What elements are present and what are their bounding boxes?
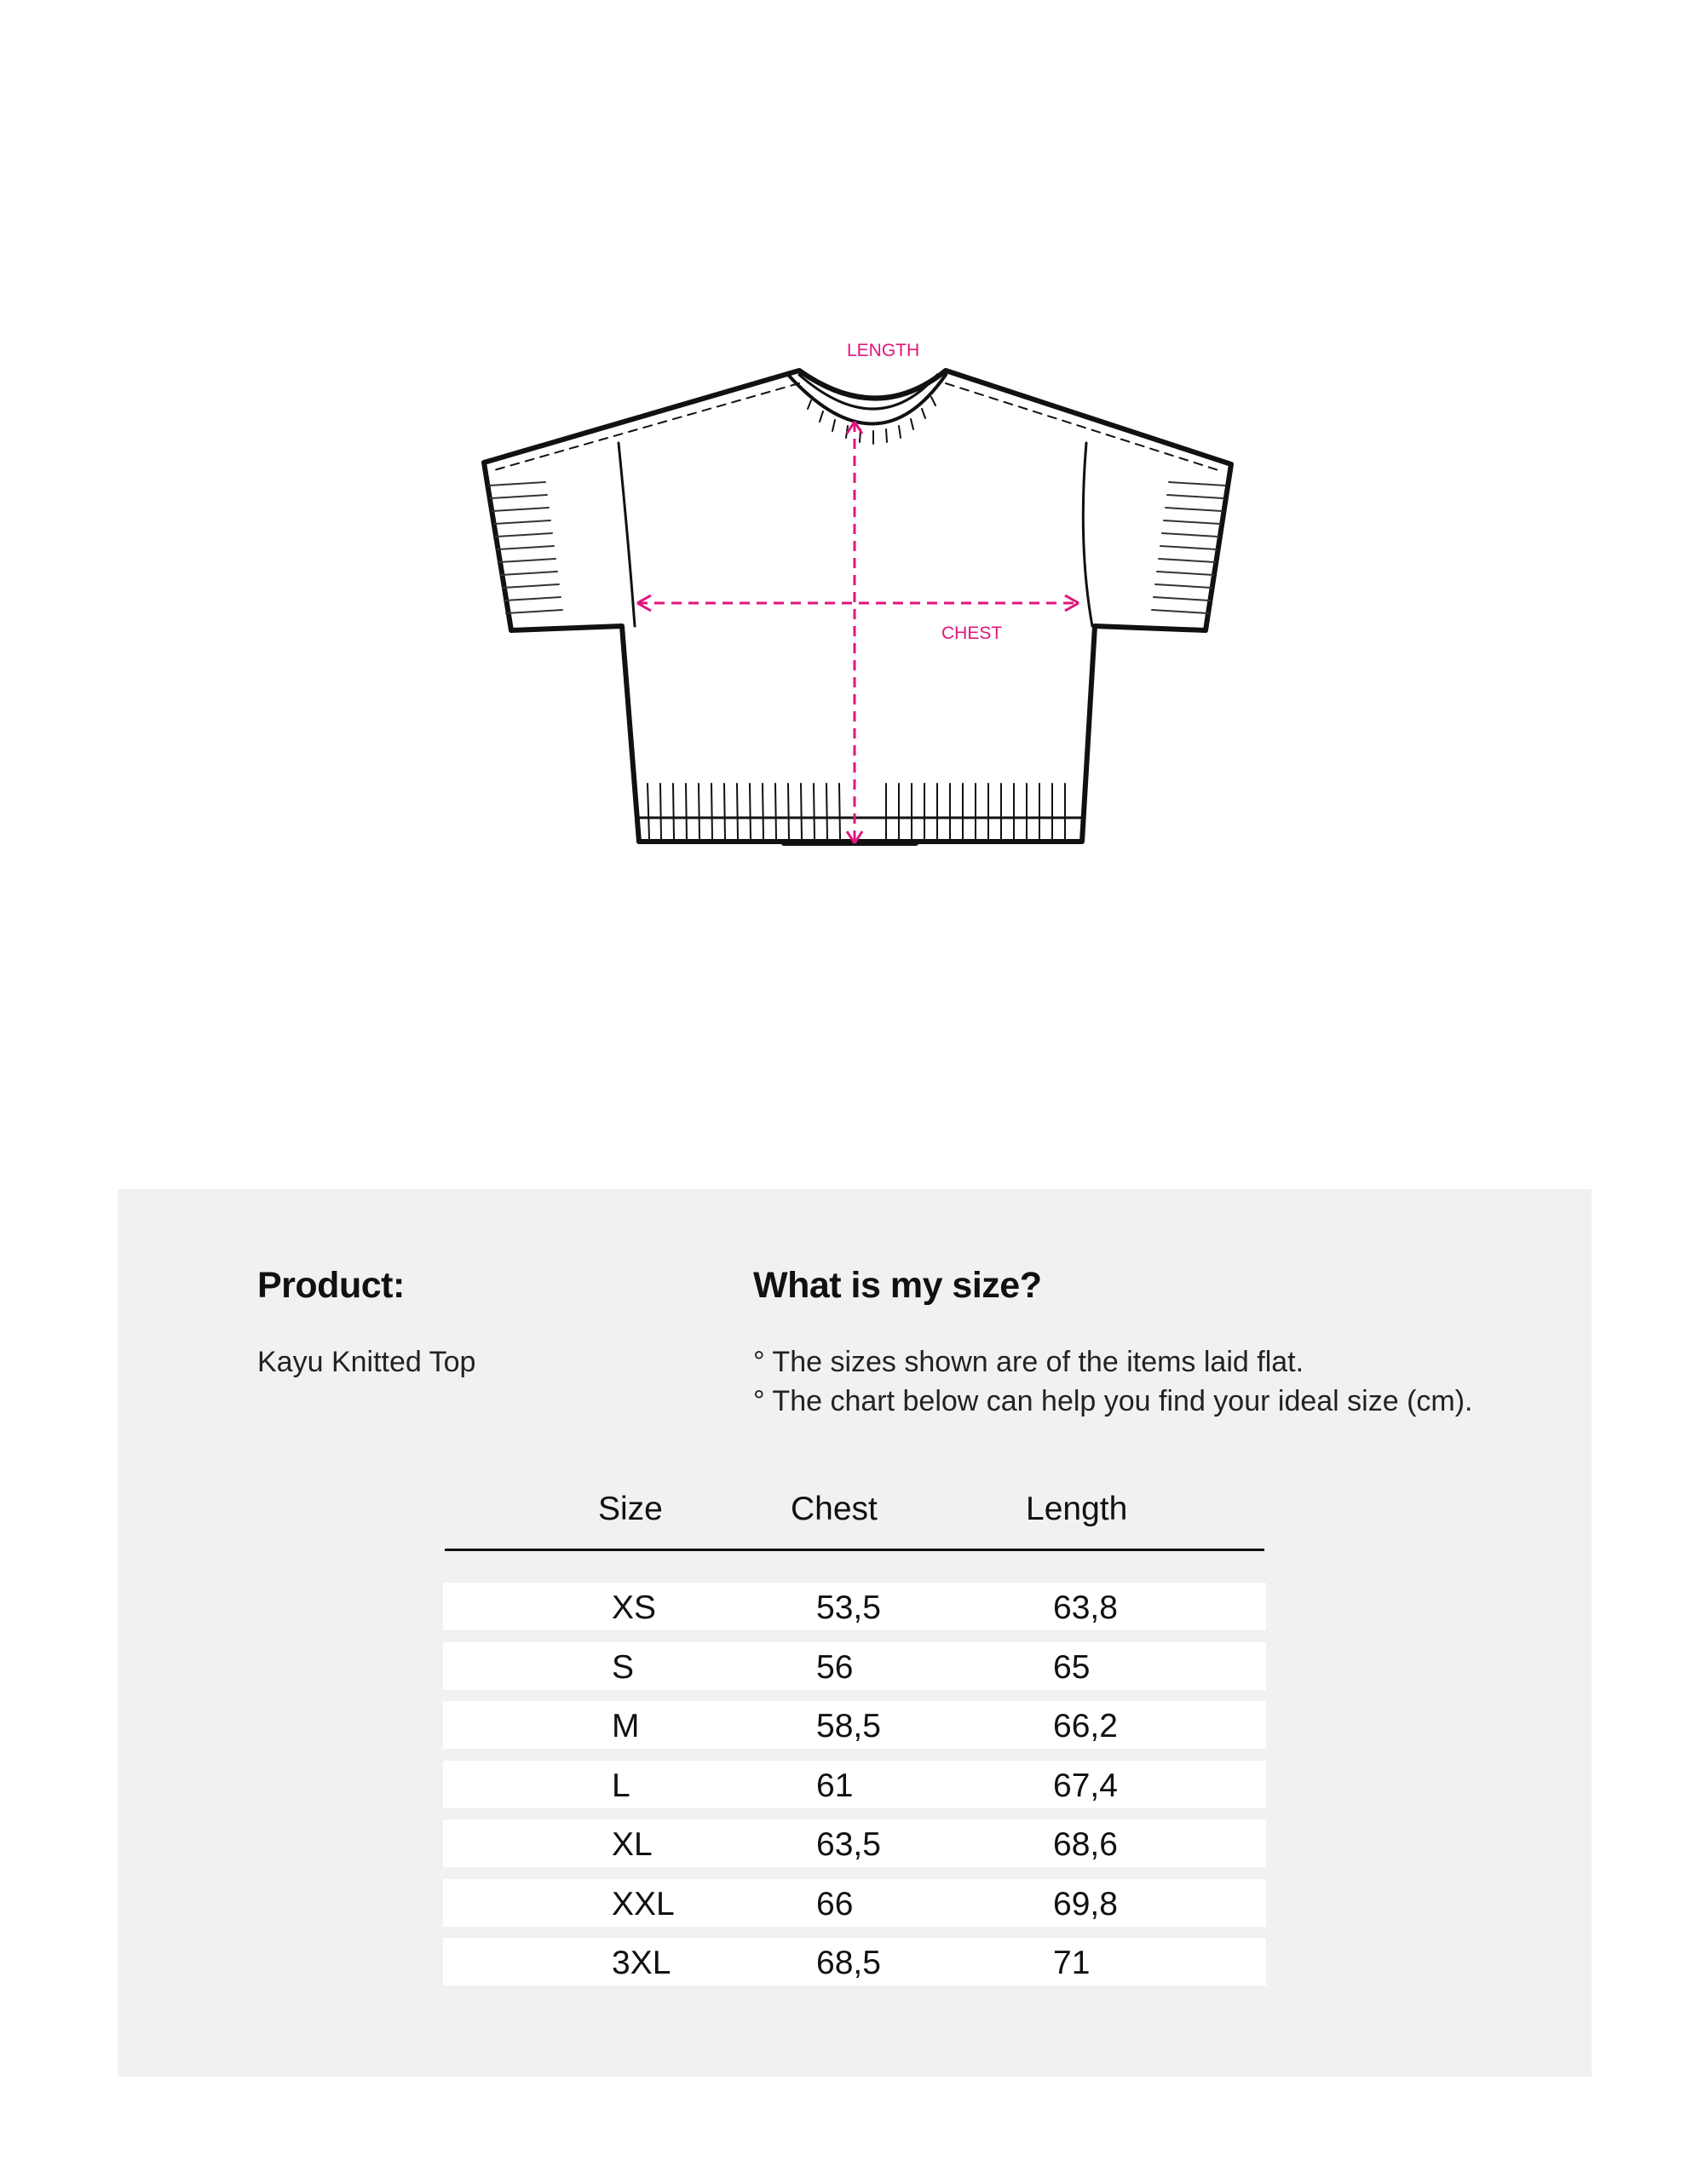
- product-heading: Product:: [257, 1265, 405, 1306]
- column-header-length: Length: [1026, 1491, 1128, 1527]
- size-note-chart: ° The chart below can help you find your ideal size (cm).: [753, 1385, 1473, 1417]
- chest-cell: 56: [816, 1648, 854, 1686]
- table-row: [443, 1938, 1266, 1986]
- length-cell: 63,8: [1053, 1589, 1118, 1626]
- column-header-chest: Chest: [791, 1491, 878, 1527]
- size-table: [445, 1489, 1264, 1981]
- header-divider: [445, 1549, 1264, 1551]
- length-cell: 71: [1053, 1945, 1091, 1981]
- size-cell: XL: [612, 1826, 653, 1863]
- table-header: [445, 1489, 1264, 1549]
- chest-cell: 58,5: [816, 1708, 881, 1744]
- length-cell: 68,6: [1053, 1826, 1118, 1863]
- size-note-laid-flat: ° The sizes shown are of the items laid flat.: [753, 1346, 1304, 1378]
- size-cell: L: [612, 1767, 630, 1804]
- length-cell: 69,8: [1053, 1885, 1118, 1922]
- table-row: [443, 1642, 1266, 1690]
- length-label: LENGTH: [847, 341, 920, 360]
- product-name: Kayu Knitted Top: [257, 1346, 476, 1378]
- length-cell: 65: [1053, 1648, 1091, 1686]
- length-cell: 66,2: [1053, 1708, 1118, 1744]
- size-cell: 3XL: [612, 1945, 671, 1981]
- table-row: [443, 1879, 1266, 1927]
- chest-cell: 53,5: [816, 1589, 881, 1626]
- chest-cell: 68,5: [816, 1945, 881, 1981]
- length-cell: 67,4: [1053, 1767, 1118, 1804]
- size-cell: XS: [612, 1589, 657, 1626]
- garment-outline: [484, 371, 1231, 842]
- garment-diagram: [0, 0, 1704, 937]
- table-body: [443, 1583, 1266, 1997]
- chest-label: CHEST: [941, 624, 1003, 643]
- chest-cell: 63,5: [816, 1826, 881, 1863]
- size-help-heading: What is my size?: [753, 1265, 1042, 1306]
- chest-cell: 61: [816, 1767, 854, 1804]
- table-row: [443, 1761, 1266, 1808]
- size-cell: M: [612, 1708, 640, 1744]
- table-row: [443, 1819, 1266, 1867]
- chest-cell: 66: [816, 1885, 854, 1922]
- table-row: [443, 1583, 1266, 1630]
- size-cell: S: [612, 1648, 635, 1686]
- table-row: [443, 1701, 1266, 1749]
- column-header-size: Size: [598, 1491, 663, 1527]
- size-cell: XXL: [612, 1885, 675, 1922]
